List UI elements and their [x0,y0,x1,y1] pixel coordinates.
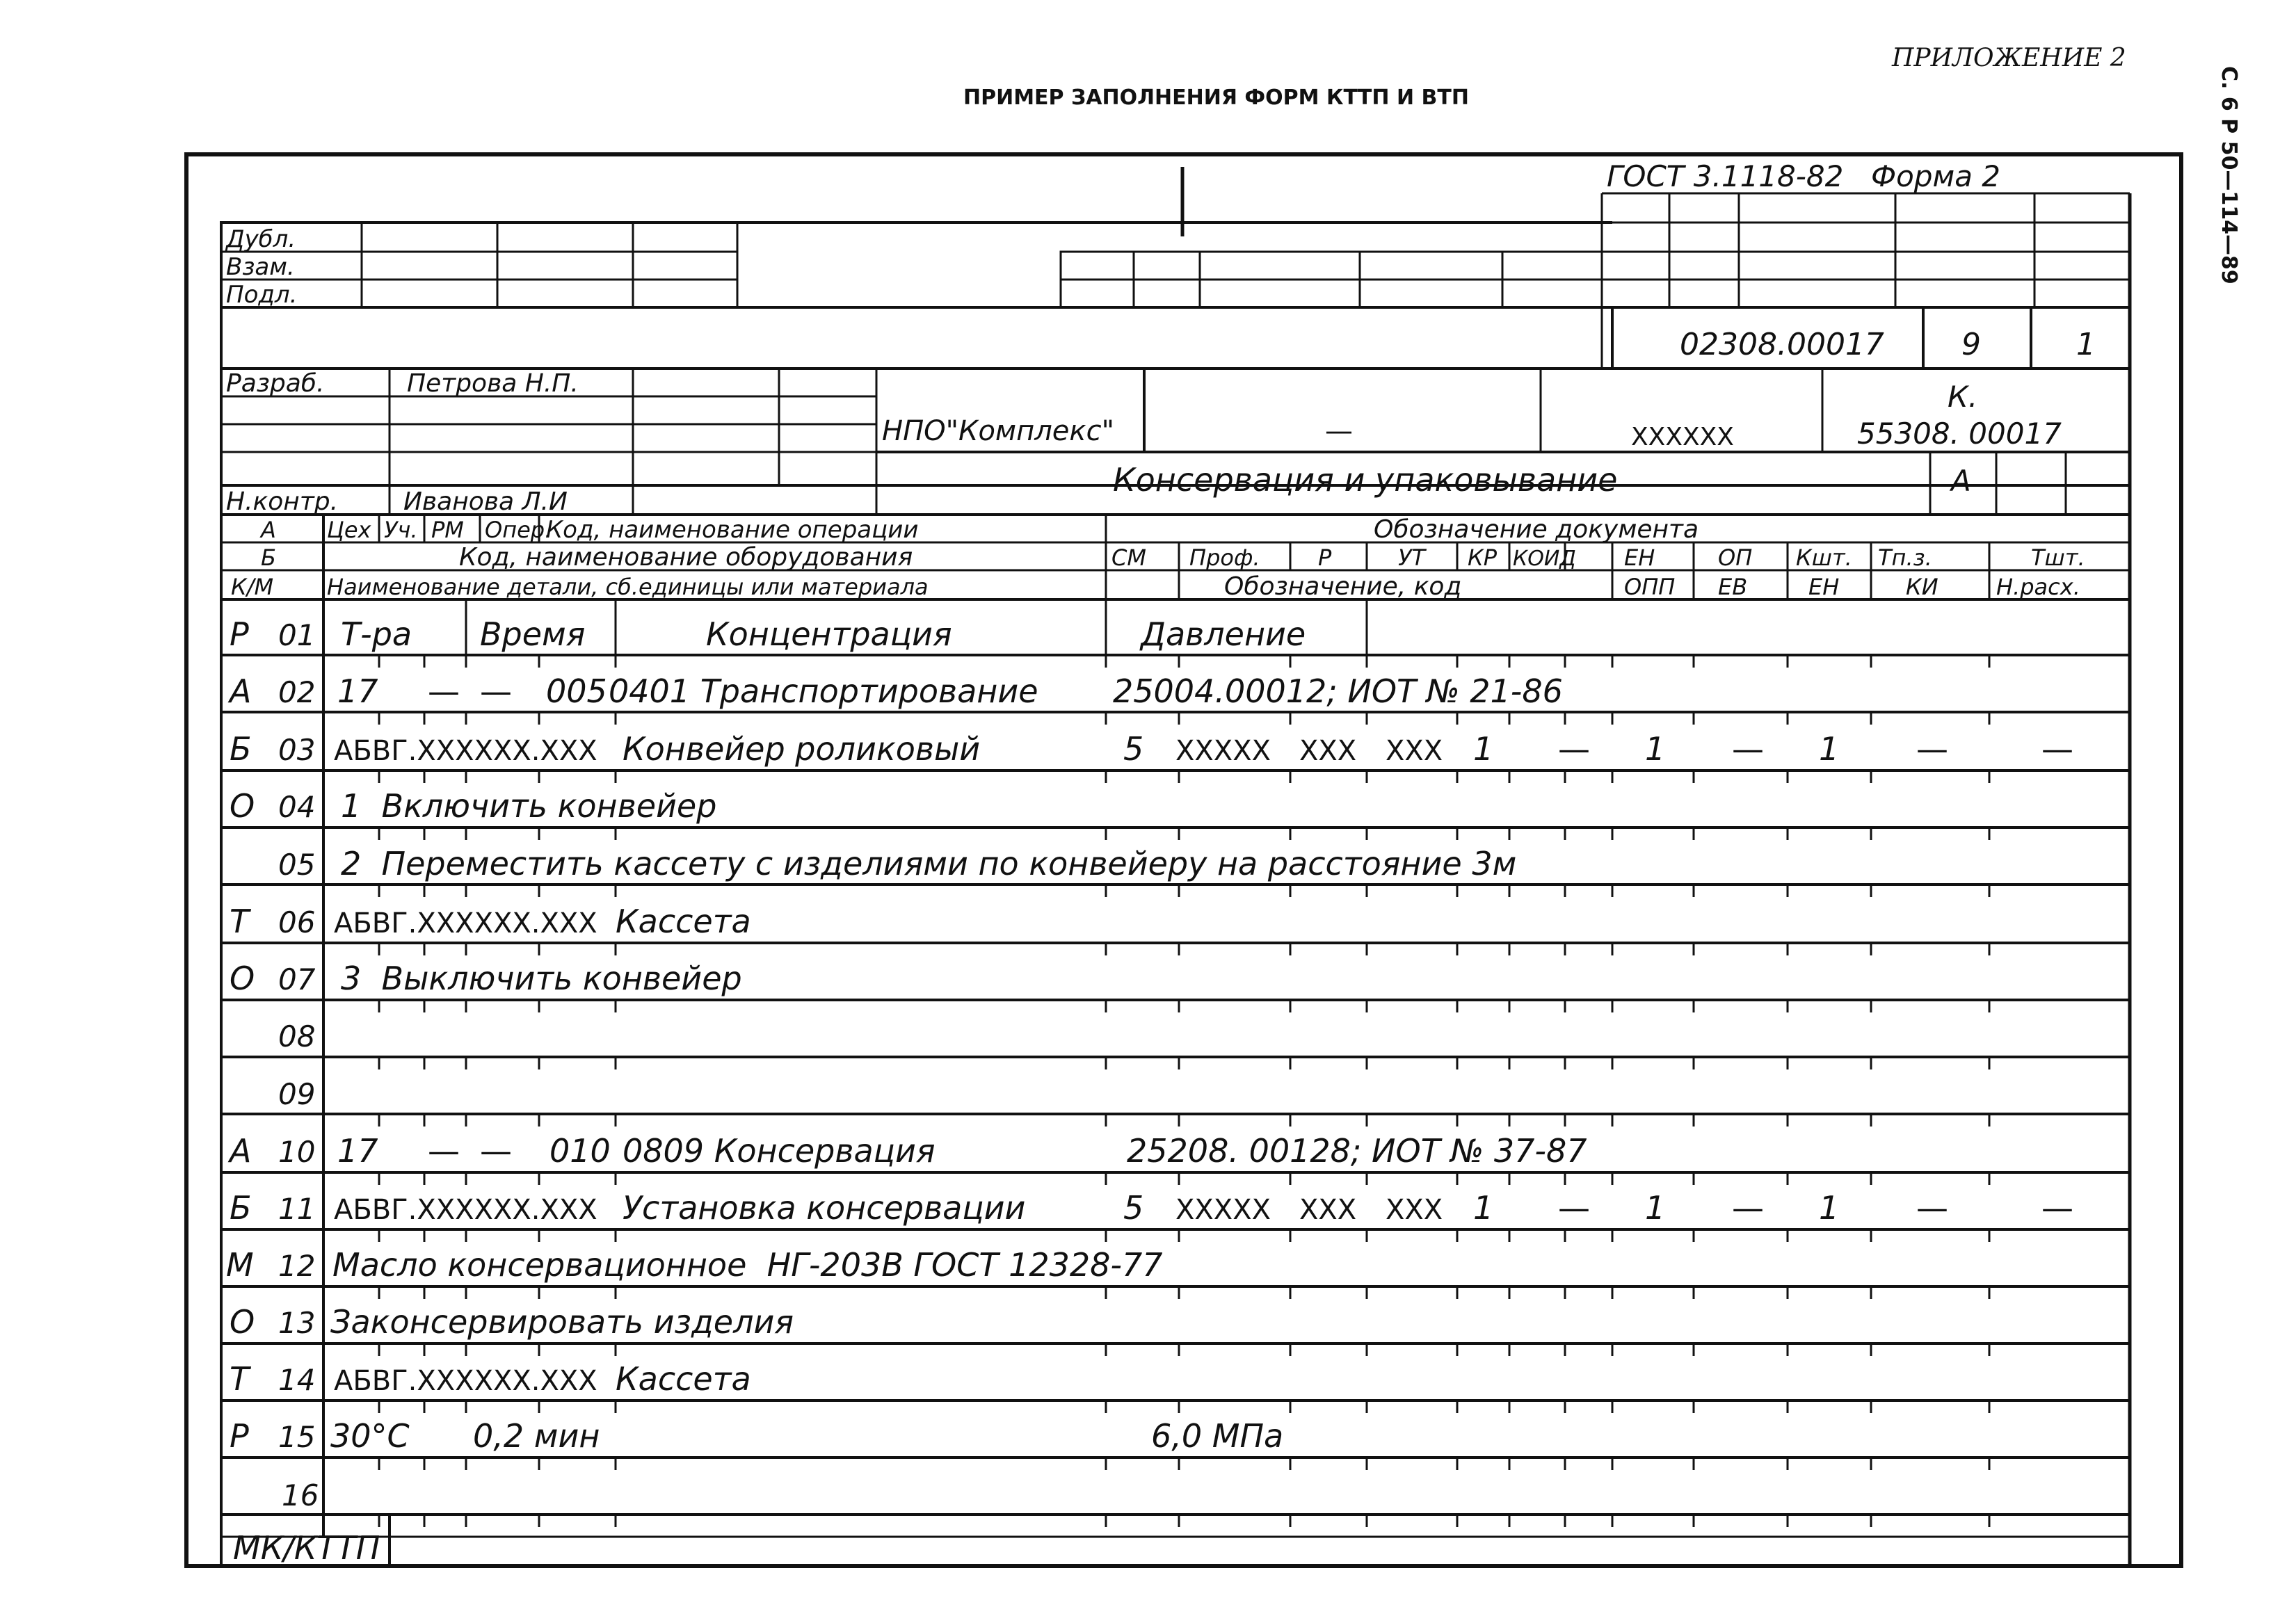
organization: НПО"Комплекс" [882,415,1114,447]
hdr-b-en: ЕН [1624,544,1655,571]
operation-title: Консервация и упаковывание [1113,461,1618,499]
row-number: 12 [278,1249,316,1283]
hdr-b-kr: КР [1468,544,1498,571]
form-number: Форма 2 [1871,159,2001,193]
row-cell: Масло консервационное НГ-203В ГОСТ 12328-77 [332,1246,1163,1284]
row-cell: — [1732,730,1764,768]
razrab-label: Разраб. [226,369,325,398]
row-cell: 1 [1645,730,1666,768]
row-cell: — [1916,730,1948,768]
row-cell: 17 [337,1132,378,1170]
razrab-name: Петрова Н.П. [407,369,579,398]
row-cell: — [1732,1189,1764,1227]
row-cell: XXXXX [1175,735,1271,767]
hdr-km-mark: К/М [231,574,274,600]
hdr-b-tsht: Тшт. [2031,544,2085,571]
row-07 [230,960,742,997]
row-number: 07 [278,962,316,996]
hdr-b-ksht: Кшт. [1796,544,1852,571]
row-cell: Установка консервации [623,1189,1026,1227]
row-cell: 3 Выключить конвейер [341,960,742,997]
form-text [225,159,2096,1567]
row-cell: АБВГ.XXXXXX.XXX [334,735,597,767]
row-cell: Конвейер роликовый [623,730,981,768]
row-cell: — [480,1132,512,1170]
product-dash: — [1325,415,1353,447]
row-number: 08 [278,1019,316,1053]
product-code: XXXXXX [1631,423,1734,451]
row-cell: — [2041,1189,2073,1227]
row-04 [230,787,716,825]
row-number: 02 [278,675,316,709]
row-cell: XXX [1299,735,1357,767]
product-k-number: 55308. 00017 [1857,417,2062,451]
literal: А [1951,464,1971,498]
row-mark: А [230,1132,252,1170]
row-06 [230,903,751,940]
row-05 [278,845,1516,882]
row-cell: 25208. 00128; ИОТ № 37-87 [1127,1132,1587,1170]
hdr-b-prof: Проф. [1189,544,1260,571]
hdr-km-en: ЕН [1808,574,1840,600]
row-cell: 17 [337,672,378,710]
page-title: ПРИМЕР ЗАПОЛНЕНИЯ ФОРМ КТТП И ВТП [963,86,1469,110]
row-number: 16 [282,1478,319,1512]
row-number: 15 [278,1420,316,1454]
row-cell: Т-ра [341,615,412,653]
hdr-a-mark: А [261,517,276,543]
row-mark: Т [230,903,250,940]
row-cell: — [2041,730,2073,768]
row-cell: 5 [1123,730,1144,768]
row-cell: АБВГ.XXXXXX.XXX [334,907,597,939]
row-number: 10 [278,1135,316,1169]
row-cell: АБВГ.XXXXXX.XXX [334,1365,597,1397]
row-mark: Р [230,615,249,653]
row-02 [227,672,1563,710]
row-cell: Концентрация [706,615,952,653]
hdr-a-code-name: Код, наименование операции [546,516,919,544]
row-cell: 010 [549,1132,611,1170]
row-14 [230,1360,751,1398]
row-cell: 0,2 мин [473,1417,600,1455]
nkontr-label: Н.контр. [226,487,339,516]
row-number: 05 [278,848,316,882]
row-cell: 0401 Транспортирование [609,672,1038,710]
row-cell: Законсервировать изделия [330,1303,794,1341]
row-mark: А [230,672,252,710]
hdr-a-rm: РМ [431,517,464,543]
form-standard: ГОСТ 3.1118-82 [1607,159,1844,193]
row-cell: АБВГ.XXXXXX.XXX [334,1194,597,1226]
hdr-km-ev: ЕВ [1718,574,1748,600]
row-cell: Давление [1141,615,1306,653]
row-mark: Р [230,1417,249,1455]
row-cell: — [1558,730,1590,768]
row-cell: — [1558,1189,1590,1227]
row-number: 11 [278,1192,316,1226]
appendix-label: ПРИЛОЖЕНИЕ 2 [1892,44,2126,72]
row-mark: М [226,1246,254,1284]
row-10 [227,1132,1587,1170]
row-mark: Б [230,730,252,768]
hdr-a-doc: Обозначение документа [1374,515,1699,544]
row-cell: 1 [1819,1189,1840,1227]
stamp-dubl: Дубл. [226,225,296,253]
row-number: 09 [278,1077,316,1111]
row-cell: Кассета [616,1360,751,1398]
row-mark: О [230,960,255,997]
hdr-a-uch: Уч. [384,517,418,543]
hdr-b-koid: КОИД [1513,547,1576,571]
row-cell: XXX [1299,1194,1357,1226]
hdr-km-opp: ОПП [1624,574,1676,600]
row-cell: 005 [546,672,607,710]
row-cell: 5 [1123,1189,1144,1227]
hdr-km-nras: Н.расх. [1996,574,2080,600]
row-16 [282,1478,319,1512]
footer-code: МК/КТТП [233,1529,380,1567]
row-number: 06 [278,905,316,939]
row-15 [230,1417,1283,1455]
row-cell: 30°С [330,1417,410,1455]
row-mark: О [230,787,255,825]
row-number: 01 [278,618,316,652]
hdr-a-tsekh: Цех [327,517,371,543]
hdr-b-equip: Код, наименование оборудования [459,543,913,572]
hdr-b-tpz: Тп.з. [1878,544,1932,571]
row-number: 03 [278,733,316,767]
row-08 [278,1019,315,1053]
row-cell: XXXXX [1175,1194,1271,1226]
row-12 [226,1246,1163,1284]
hdr-b-sm: СМ [1111,544,1146,571]
stamp-podl: Подл. [226,281,298,309]
row-cell: — [1916,1189,1948,1227]
doc-sheets: 9 [1961,327,1981,362]
hdr-b-mark: Б [261,544,276,571]
row-cell: 25004.00012; ИОТ № 21-86 [1113,672,1563,710]
hdr-b-r: Р [1318,544,1332,571]
hdr-b-ut: УТ [1398,544,1426,571]
row-cell: Время [480,615,586,653]
row-cell: 0809 Консервация [623,1132,936,1170]
row-mark: О [230,1303,255,1341]
row-cell: XXX [1386,735,1443,767]
row-cell: — [480,672,512,710]
row-03 [230,730,2073,768]
row-cell: — [428,1132,460,1170]
row-11 [230,1189,2073,1227]
row-mark: Т [230,1360,250,1398]
row-cell: 2 Переместить кассету с изделиями по конвейеру на расстояние 3м [341,845,1517,882]
nkontr-name: Иванова Л.И [403,487,568,516]
row-01 [230,615,1306,653]
row-number: 04 [278,790,316,824]
row-mark: Б [230,1189,252,1227]
row-number: 14 [278,1363,316,1397]
row-09 [278,1077,315,1111]
doc-sheet: 1 [2076,327,2096,362]
row-cell: XXX [1386,1194,1443,1226]
hdr-b-op: ОП [1718,544,1753,571]
row-cell: 1 [1645,1189,1666,1227]
doc-code: 02308.00017 [1680,327,1884,362]
row-cell: Кассета [616,903,751,940]
row-13 [230,1303,794,1341]
stamp-center [1061,167,1602,307]
hdr-km-detail: Наименование детали, сб.единицы или материала [327,574,929,600]
row-cell: — [428,672,460,710]
hdr-km-oboz: Обозначение, код [1224,572,1462,601]
row-cell: 1 [1473,730,1494,768]
product-k: К. [1948,380,1978,414]
hdr-a-oper: Опер. [485,517,552,543]
row-cell: 1 [1473,1189,1494,1227]
row-cell: 1 Включить конвейер [341,787,717,825]
side-code: С. 6 Р 50—114—89 [2217,66,2241,284]
stamp-vzam: Взам. [226,253,295,281]
row-cell: 6,0 МПа [1151,1417,1284,1455]
stamp-left [221,223,737,307]
hdr-km-ki: КИ [1906,574,1938,600]
row-cell: 1 [1819,730,1840,768]
row-number: 13 [278,1306,316,1340]
